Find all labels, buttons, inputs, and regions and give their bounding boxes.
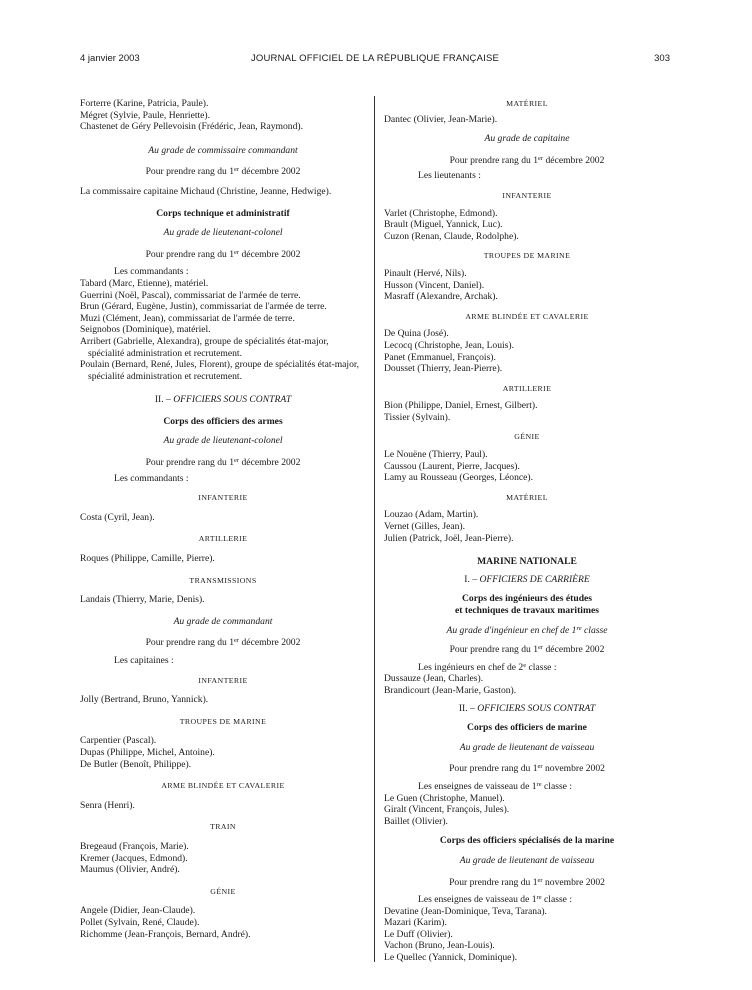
group-label: Les enseignes de vaisseau de 1re classe :: [418, 894, 572, 906]
list-item: La commissaire capitaine Michaud (Christine, Jeanne, Hedwige).: [80, 185, 332, 197]
list-item: Angele (Didier, Jean-Claude).: [80, 905, 196, 917]
list-item: Senra (Henri).: [80, 799, 135, 811]
list-item: Brault (Miguel, Yannick, Luc).: [384, 219, 503, 231]
list-item: Le Nouëne (Thierry, Paul).: [384, 449, 488, 461]
section-heading: Corps des officiers spécialisés de la marine: [439, 835, 615, 847]
branch-heading: ARME BLINDÉE ET CAVALERIE: [465, 311, 589, 321]
list-item: Roques (Philippe, Camille, Pierre).: [80, 553, 215, 565]
list-item: Dantec (Olivier, Jean-Marie).: [384, 113, 498, 125]
list-item: Guerrini (Noël, Pascal), commissariat de l'armée de terre.: [80, 289, 301, 301]
group-label: Les commandants :: [114, 472, 189, 484]
list-item: Costa (Cyril, Jean).: [80, 511, 155, 523]
rank-date: Pour prendre rang du 1er décembre 2002: [145, 637, 301, 649]
column-divider: [374, 96, 375, 962]
grade-heading: Au grade de lieutenant-colonel: [163, 435, 283, 447]
section-title: MARINE NATIONALE: [477, 556, 577, 568]
branch-heading: INFANTERIE: [198, 675, 248, 685]
list-item: Bion (Philippe, Daniel, Ernest, Gilbert).: [384, 400, 538, 412]
section-heading: Corps des ingénieurs des études: [461, 593, 593, 605]
list-item: Le Duff (Olivier).: [384, 928, 453, 940]
branch-heading: INFANTERIE: [198, 493, 248, 503]
part-heading: I. – OFFICIERS DE CARRIÈRE: [464, 573, 590, 585]
page-header: [80, 53, 670, 67]
list-item: Bregeaud (François, Marie).: [80, 840, 189, 852]
branch-heading: GÉNIE: [514, 432, 540, 442]
list-item: Muzi (Clément, Jean), commissariat de l'armée de terre.: [80, 312, 295, 324]
list-item: Maumus (Olivier, André).: [80, 864, 180, 876]
list-item: Caussou (Laurent, Pierre, Jacques).: [384, 460, 520, 472]
branch-heading: TRAIN: [210, 822, 236, 832]
grade-heading: Au grade de lieutenant-colonel: [163, 227, 283, 239]
list-item: Tissier (Sylvain).: [384, 411, 451, 423]
list-item: Pollet (Sylvain, René, Claude).: [80, 916, 200, 928]
section-heading: et techniques de travaux maritimes: [455, 605, 599, 616]
list-item: Baillet (Olivier).: [384, 815, 448, 827]
list-item: Louzao (Adam, Martin).: [384, 509, 479, 521]
rank-date: Pour prendre rang du 1er décembre 2002: [449, 154, 605, 166]
list-item: Lamy au Rousseau (Georges, Léonce).: [384, 472, 534, 484]
list-item: Dousset (Thierry, Jean-Pierre).: [384, 363, 503, 375]
list-item: Brandicourt (Jean-Marie, Gaston).: [384, 684, 517, 696]
group-label: Les lieutenants :: [418, 170, 481, 182]
header-page-number: 303: [654, 53, 670, 64]
branch-heading: TROUPES DE MARINE: [483, 251, 571, 261]
group-label: Les capitaines :: [114, 655, 174, 666]
list-item: Varlet (Christophe, Edmond).: [384, 207, 498, 219]
list-item: Panet (Emmanuel, François).: [384, 351, 496, 363]
branch-heading: GÉNIE: [210, 886, 236, 896]
list-item: Le Guen (Christophe, Manuel).: [384, 792, 505, 804]
branch-heading: ARME BLINDÉE ET CAVALERIE: [161, 781, 285, 791]
rank-date: Pour prendre rang du 1er novembre 2002: [449, 876, 605, 888]
list-item: Jolly (Bertrand, Bruno, Yannick).: [80, 694, 209, 706]
list-item: Masraff (Alexandre, Archak).: [384, 291, 498, 303]
section-heading: Corps technique et administratif: [156, 207, 290, 219]
grade-heading: Au grade de commandant: [173, 615, 273, 627]
branch-heading: TRANSMISSIONS: [189, 575, 257, 585]
list-item: Richomme (Jean-François, Bernard, André).: [80, 928, 251, 940]
left-column: [80, 98, 366, 940]
grade-heading: Au grade de commissaire commandant: [148, 144, 298, 156]
section-heading: Corps des officiers de marine: [467, 722, 587, 734]
list-item: Tabard (Marc, Etienne), matériel.: [80, 277, 209, 289]
list-item: Vachon (Bruno, Jean-Louis).: [384, 940, 495, 952]
grade-heading: Au grade de capitaine: [484, 133, 570, 145]
section-heading: Corps des officiers des armes: [163, 415, 283, 427]
list-item: Seignobos (Dominique), matériel.: [80, 324, 211, 336]
list-item: Mazari (Karim).: [384, 917, 447, 929]
branch-heading: ARTILLERIE: [502, 383, 552, 393]
branch-heading: TROUPES DE MARINE: [179, 716, 267, 726]
rank-date: Pour prendre rang du 1er décembre 2002: [145, 457, 301, 469]
list-item: Poulain (Bernard, René, Jules, Florent), groupe de spécialités état-major, spécialité administration et recrutement.: [80, 359, 360, 382]
group-label: Les ingénieurs en chef de 2e classe :: [418, 661, 557, 673]
list-item: Carpentier (Pascal).: [80, 735, 157, 747]
rank-date: Pour prendre rang du 1er décembre 2002: [145, 248, 301, 260]
header-date: 4 janvier 2003: [80, 53, 140, 64]
list-item: Giralt (Vincent, François, Jules).: [384, 804, 510, 816]
list-item: Kremer (Jacques, Edmond).: [80, 852, 188, 864]
list-item: Le Quellec (Yannick, Dominique).: [384, 952, 518, 964]
right-column: [384, 98, 670, 964]
list-item: Vernet (Gilles, Jean).: [384, 521, 465, 533]
list-item: Brun (Gérard, Eugène, Justin), commissariat de l'armée de terre.: [80, 301, 327, 313]
rank-date: Pour prendre rang du 1er décembre 2002: [449, 644, 605, 656]
branch-heading: ARTILLERIE: [198, 534, 248, 544]
branch-heading: MATÉRIEL: [506, 99, 548, 108]
list-item: De Quina (José).: [384, 328, 449, 340]
group-label: Les commandants :: [114, 266, 189, 278]
list-item: Devatine (Jean-Dominique, Teva, Tarana).: [384, 905, 547, 917]
grade-heading: Au grade de lieutenant de vaisseau: [459, 854, 595, 866]
grade-heading: Au grade de lieutenant de vaisseau: [459, 741, 595, 753]
part-heading: II. – OFFICIERS SOUS CONTRAT: [154, 394, 292, 406]
list-item: Forterre (Karine, Patricia, Paule).: [80, 98, 209, 109]
list-item: Chastenet de Géry Pellevoisin (Frédéric, Jean, Raymond).: [80, 121, 303, 133]
list-item: De Butler (Benoît, Philippe).: [80, 758, 192, 770]
list-item: Arribert (Gabrielle, Alexandra), groupe de spécialités état-major, spécialité administration et recrutement.: [80, 335, 329, 359]
branch-heading: INFANTERIE: [502, 190, 552, 200]
list-item: Mégret (Sylvie, Paule, Henriette).: [80, 109, 211, 121]
group-label: Les enseignes de vaisseau de 1re classe :: [418, 780, 572, 792]
branch-heading: MATÉRIEL: [506, 492, 548, 502]
list-item: Cuzon (Renan, Claude, Rodolphe).: [384, 230, 519, 242]
list-item: Dupas (Philippe, Michel, Antoine).: [80, 746, 215, 758]
rank-date: Pour prendre rang du 1er novembre 2002: [449, 763, 605, 775]
list-item: Landais (Thierry, Marie, Denis).: [80, 594, 205, 606]
rank-date: Pour prendre rang du 1er décembre 2002: [145, 166, 301, 178]
list-item: Husson (Vincent, Daniel).: [384, 279, 485, 291]
header-title: JOURNAL OFFICIEL DE LA RÉPUBLIQUE FRANÇAISE: [250, 53, 500, 64]
list-item: Pinault (Hervé, Nils).: [384, 267, 467, 279]
list-item: Julien (Patrick, Joël, Jean-Pierre).: [384, 532, 514, 544]
grade-heading: Au grade d'ingénieur en chef de 1re classe: [446, 624, 608, 636]
part-heading: II. – OFFICIERS SOUS CONTRAT: [458, 702, 596, 714]
list-item: Dussauze (Jean, Charles).: [384, 673, 484, 685]
list-item: Lecocq (Christophe, Jean, Louis).: [384, 339, 515, 351]
